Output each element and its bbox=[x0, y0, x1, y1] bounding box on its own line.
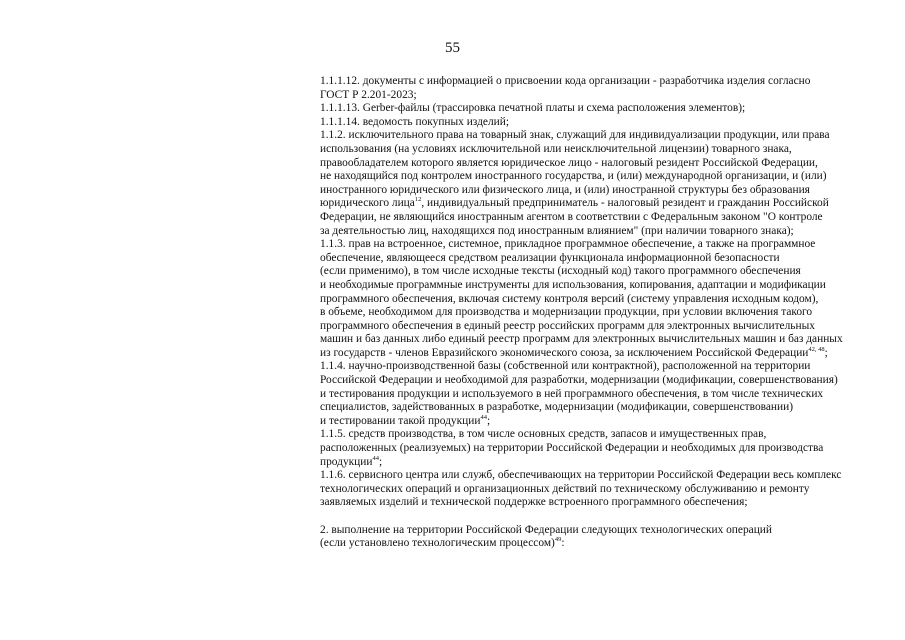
text-segment: (если установлено технологическим процессом) bbox=[320, 537, 555, 550]
text-line: в объеме, необходимом для производства и модернизации продукции, при условии включения такого bbox=[320, 306, 813, 319]
text-line: Российской Федерации и необходимой для разработки, модернизации (модификации, совершенствования) bbox=[320, 374, 838, 387]
text-line: использования (на условиях исключительной или неисключительной лицензии) товарного знака, bbox=[320, 142, 792, 155]
text-line: программного обеспечения в единый реестр российских программ для электронных вычислительных bbox=[320, 319, 815, 332]
paragraph-gap bbox=[320, 510, 880, 524]
text-line: 1.1.1.13. Gerber-файлы (трассировка печатной платы и схема расположения элементов); bbox=[320, 102, 746, 115]
text-segment: и тестировании такой продукции bbox=[320, 414, 481, 427]
document-body bbox=[320, 75, 880, 551]
text-line: и тестирования продукции и используемого в ней программного обеспечения, в том числе технических bbox=[320, 387, 824, 400]
text-line-with-footnote bbox=[320, 415, 880, 429]
text-line: машин и баз данных либо единый реестр программ для электронных вычислительных машин и баз данных bbox=[320, 333, 843, 346]
text-line: и необходимые программные инструменты для использования, копирования, адаптации и модификации bbox=[320, 278, 826, 291]
text-line: программного обеспечения, включая систему контроля версий (систему управления исходным кодом), bbox=[320, 292, 819, 305]
text-line-with-footnote bbox=[320, 197, 880, 211]
text-line: 1.1.4. научно-производственной базы (собственной или контрактной), расположенной на территории bbox=[320, 360, 811, 373]
text-line: за деятельностью лиц, находящихся под иностранным влиянием" (при наличии товарного знака); bbox=[320, 224, 794, 237]
text-line: 1.1.1.12. документы с информацией о присвоении кода организации - разработчика изделия согласно bbox=[320, 75, 811, 87]
text-line: 1.1.2. исключительного права на товарный знак, служащий для индивидуализации продукции, или права bbox=[320, 129, 830, 142]
text-line: ГОСТ Р 2.201-2023; bbox=[320, 88, 417, 101]
text-line: Федерации, не являющийся иностранным агентом в соответствии с Федеральным законом "О контроле bbox=[320, 210, 823, 223]
text-line: обеспечение, являющееся средством реализации функционала информационной безопасности bbox=[320, 251, 780, 264]
text-line: 1.1.6. сервисного центра или служб, обеспечивающих на территории Российской Федерации весь комплекс bbox=[320, 469, 842, 482]
page-number: 55 bbox=[445, 40, 460, 56]
text-segment: из государств - членов Евразийского экономического союза, за исключением Российской Федерации bbox=[320, 346, 809, 359]
text-line: 1.1.3. прав на встроенное, системное, прикладное программное обеспечение, а также на программное bbox=[320, 238, 816, 251]
text-segment: ; bbox=[378, 455, 383, 468]
text-line: иностранного юридического или физического лица, и (или) иностранной структуры без образования bbox=[320, 183, 810, 196]
text-line: (если применимо), в том числе исходные тексты (исходный код) такого программного обеспечения bbox=[320, 265, 801, 278]
text-line: специалистов, задействованных в разработке, модернизации (модификации, совершенствовании) bbox=[320, 401, 794, 414]
text-segment: , индивидуальный предприниматель - налоговый резидент и гражданин Российской bbox=[421, 197, 829, 210]
text-line: технологических операций и организационных действий по техническому обслуживанию и ремонту bbox=[320, 482, 810, 495]
text-line: правообладателем которого является юридическое лицо - налоговый резидент Российской Федерации, bbox=[320, 156, 818, 169]
footnote-ref: 42, 48 bbox=[808, 345, 825, 353]
footnote-ref: 12 bbox=[414, 196, 422, 204]
footnote-ref: 44 bbox=[372, 454, 379, 462]
text-line-with-footnote bbox=[320, 456, 880, 470]
text-line: заявляемых изделий и технической поддержке встроенного программного обеспечения; bbox=[320, 496, 748, 509]
text-segment: : bbox=[561, 537, 565, 550]
text-line: 2. выполнение на территории Российской Федерации следующих технологических операций bbox=[320, 523, 772, 536]
text-segment: ; bbox=[824, 346, 828, 359]
text-line-with-footnote bbox=[320, 347, 880, 361]
text-segment: ; bbox=[486, 414, 491, 427]
text-segment: юридического лица bbox=[320, 197, 415, 210]
footnote-ref: 44 bbox=[480, 413, 487, 421]
text-line: 1.1.1.14. ведомость покупных изделий; bbox=[320, 115, 509, 128]
footnote-ref: 49 bbox=[554, 536, 562, 544]
text-line: не находящийся под контролем иностранного государства, и (или) международной организации, и (или) bbox=[320, 170, 827, 183]
text-line-with-footnote bbox=[320, 537, 880, 551]
text-line: расположенных (реализуемых) на территории Российской Федерации и необходимых для производства bbox=[320, 442, 824, 455]
text-segment: продукции bbox=[320, 455, 373, 468]
text-line: 1.1.5. средств производства, в том числе основных средств, запасов и имущественных прав, bbox=[320, 428, 767, 441]
